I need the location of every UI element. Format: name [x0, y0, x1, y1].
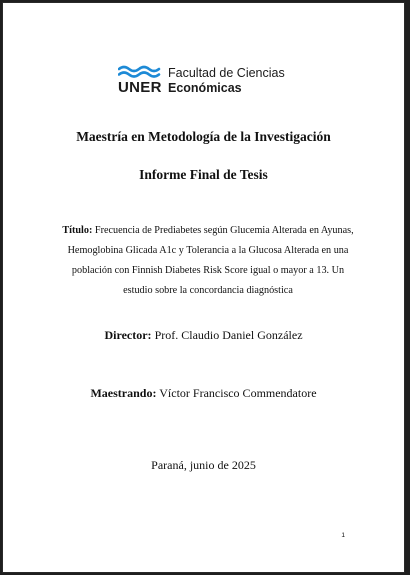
student-name: Víctor Francisco Commendatore — [159, 386, 317, 400]
faculty-logo — [118, 63, 303, 99]
director-name: Prof. Claudio Daniel González — [154, 328, 303, 342]
logo-faculty-line1: Facultad de Ciencias — [168, 66, 285, 80]
document-page — [2, 2, 405, 573]
page-number: 1 — [341, 532, 345, 539]
student-label: Maestrando: — [90, 386, 157, 400]
thesis-title — [58, 221, 358, 301]
thesis-title-label: Título: — [62, 225, 93, 236]
report-type: Informe Final de Tesis — [139, 167, 268, 182]
logo-faculty-line2: Económicas — [168, 81, 242, 95]
place-date: Paraná, junio de 2025 — [151, 458, 256, 472]
logo-abbrev: UNER — [118, 79, 162, 96]
director-line — [3, 328, 404, 343]
student-line — [3, 386, 404, 401]
thesis-title-text: Frecuencia de Prediabetes según Glucemia Alterada en Ayunas, Hemoglobina Glicada A1c y Tolerancia a la Glucosa Alterada en una población con Finnish Diabetes Risk Score igual o mayor a 13. Un estudio sobre la concordancia diagnóstica — [67, 225, 354, 296]
program-title: Maestría en Metodología de la Investigación — [76, 129, 331, 144]
director-label: Director: — [104, 328, 152, 342]
